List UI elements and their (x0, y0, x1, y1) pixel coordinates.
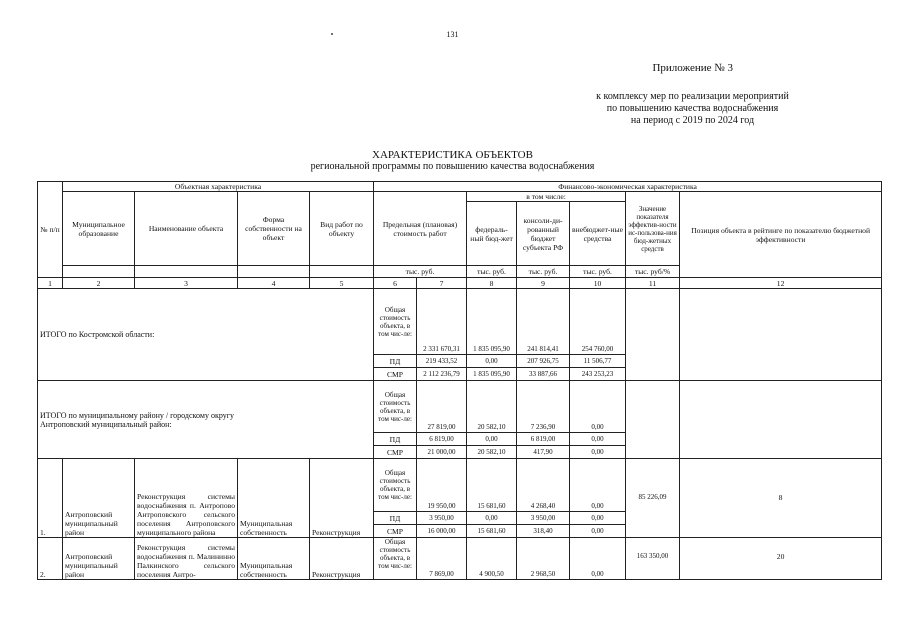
unit-cost: тыс. руб. (374, 266, 467, 278)
row-num: 2. (38, 538, 63, 580)
annex-line: по повышению качества водоснабжения (606, 103, 779, 114)
header-group-finance: Финансово-экономическая характеристика (374, 182, 882, 192)
header-efficiency: Значение показателя эффектив-ности ис-пользова-ния бюд-жетных средств (626, 192, 680, 266)
region-pd-federal: 0,00 (467, 355, 517, 368)
header-work-type: Вид работ по объекту (310, 192, 374, 266)
row-pd-cost: 3 950,00 (417, 512, 467, 525)
row-efficiency: 163 350,00 (626, 538, 680, 580)
col-number: 7 (417, 278, 467, 289)
row-pd-federal: 0,00 (467, 512, 517, 525)
col-number: 4 (238, 278, 310, 289)
row-smr-cost: 16 000,00 (417, 525, 467, 538)
row-total-extra: 0,00 (570, 538, 626, 580)
region-total-cost: 2 331 670,31 (417, 289, 467, 355)
region-pd-cost: 219 433,52 (417, 355, 467, 368)
header-municipality: Муниципальное образование (63, 192, 135, 266)
district-total-label-line: ИТОГО по муниципальному району / городскому округу (40, 410, 235, 420)
row-total-federal: 4 900,50 (467, 538, 517, 580)
header-num: № п/п (38, 182, 63, 278)
row-municipality: Антроповский муниципальный район (63, 538, 135, 580)
unit-efficiency: тыс. руб/% (626, 266, 680, 278)
total-cost-label: Общая стоимость объекта, в том чис-ле: (374, 289, 417, 355)
pd-label: ПД (374, 355, 417, 368)
row-smr-federal: 15 681,60 (467, 525, 517, 538)
smr-label: СМР (374, 525, 417, 538)
scan-speck (331, 33, 333, 35)
region-smr-federal: 1 835 095,90 (467, 368, 517, 381)
total-cost-label: Общая стоимость объекта, в том чис-ле: (374, 459, 417, 512)
row-ownership: Муниципальная собственность (238, 538, 310, 580)
unit-federal: тыс. руб. (467, 266, 517, 278)
header-consolidated: консоли-ди-рованный бюджет субъекта РФ (517, 202, 570, 266)
header-blank (238, 266, 310, 278)
row-total-extra: 0,00 (570, 459, 626, 512)
page-number: 131 (446, 30, 459, 39)
header-name: Наименование объекта (135, 192, 238, 266)
pd-label: ПД (374, 512, 417, 525)
objects-table (37, 181, 882, 580)
row-total-consolidated: 2 968,50 (517, 538, 570, 580)
pd-label: ПД (374, 433, 417, 446)
region-total-position (680, 289, 882, 381)
district-pd-federal: 0,00 (467, 433, 517, 446)
district-total-position (680, 381, 882, 459)
col-number: 1 (38, 278, 63, 289)
row-smr-consolidated: 318,40 (517, 525, 570, 538)
district-total-cost: 27 819,00 (417, 381, 467, 433)
district-smr-consolidated: 417,90 (517, 446, 570, 459)
district-pd-cost: 6 819,00 (417, 433, 467, 446)
region-pd-extra: 11 506,77 (570, 355, 626, 368)
district-total-extra: 0,00 (570, 381, 626, 433)
region-total-efficiency (626, 289, 680, 381)
district-total-consolidated: 7 236,90 (517, 381, 570, 433)
district-total-label (38, 381, 374, 459)
header-position: Позиция объекта в рейтинге по показателю бюджетной эффективности (680, 192, 882, 278)
header-ownership: Форма собственности на объект (238, 192, 310, 266)
total-cost-label: Общая стоимость объекта, в том чис-ле: (374, 381, 417, 433)
col-number: 6 (374, 278, 417, 289)
col-number: 11 (626, 278, 680, 289)
document-title: ХАРАКТЕРИСТИКА ОБЪЕКТОВ (372, 149, 533, 161)
row-pd-consolidated: 3 950,00 (517, 512, 570, 525)
header-blank (63, 266, 135, 278)
col-number: 3 (135, 278, 238, 289)
row-position: 8 (680, 459, 882, 538)
col-number: 12 (680, 278, 882, 289)
region-smr-consolidated: 33 887,66 (517, 368, 570, 381)
district-pd-consolidated: 6 819,00 (517, 433, 570, 446)
region-total-federal: 1 835 095,90 (467, 289, 517, 355)
region-total-label: ИТОГО по Костромской области: (38, 289, 374, 381)
row-ownership: Муниципальная собственность (238, 459, 310, 538)
district-total-federal: 20 582,10 (467, 381, 517, 433)
row-total-federal: 15 681,60 (467, 459, 517, 512)
table-row (38, 538, 882, 580)
annex-line: к комплексу мер по реализации мероприятий (596, 91, 789, 102)
district-total-label-line: Антроповский муниципальный район: (40, 419, 172, 429)
table-row (38, 459, 882, 512)
row-pd-extra: 0,00 (570, 512, 626, 525)
region-total-extra: 254 760,00 (570, 289, 626, 355)
region-total-consolidated: 241 814,41 (517, 289, 570, 355)
row-work-type: Реконструкция (310, 459, 374, 538)
district-pd-extra: 0,00 (570, 433, 626, 446)
row-total-cost: 7 869,00 (417, 538, 467, 580)
row-total-cost: 19 950,00 (417, 459, 467, 512)
document-subtitle: региональной программы по повышению качества водоснабжения (310, 161, 595, 172)
row-total-consolidated: 4 268,40 (517, 459, 570, 512)
region-pd-consolidated: 207 926,75 (517, 355, 570, 368)
region-smr-extra: 243 253,23 (570, 368, 626, 381)
col-number: 10 (570, 278, 626, 289)
header-blank (310, 266, 374, 278)
annex-title: Приложение № 3 (652, 62, 733, 74)
annex-line: на период с 2019 по 2024 год (630, 115, 755, 126)
annex-caption (560, 91, 825, 127)
col-number: 8 (467, 278, 517, 289)
header-extra: внебюджет-ные средства (570, 202, 626, 266)
district-smr-cost: 21 000,00 (417, 446, 467, 459)
row-position: 20 (680, 538, 882, 580)
col-number: 9 (517, 278, 570, 289)
row-object-name: Реконструкция системы водоснабжения п. Малининно Палкинского сельского поселения Антро- (135, 538, 238, 580)
region-total-row (38, 289, 882, 355)
row-smr-extra: 0,00 (570, 525, 626, 538)
row-efficiency: 85 226,09 (626, 459, 680, 538)
header-federal: федераль-ный бюд-жет (467, 202, 517, 266)
row-num: 1. (38, 459, 63, 538)
col-number: 2 (63, 278, 135, 289)
header-including: в том числе: (467, 192, 626, 202)
district-smr-federal: 20 582,10 (467, 446, 517, 459)
district-total-efficiency (626, 381, 680, 459)
smr-label: СМР (374, 368, 417, 381)
unit-extra: тыс. руб. (570, 266, 626, 278)
unit-consolidated: тыс. руб. (517, 266, 570, 278)
col-number: 5 (310, 278, 374, 289)
header-group-object: Объектная характеристика (63, 182, 374, 192)
row-object-name: Реконструкция системы водоснабжения п. Антропово Антроповского сельского поселения Антроповского муниципального района (135, 459, 238, 538)
smr-label: СМР (374, 446, 417, 459)
region-smr-cost: 2 112 236,79 (417, 368, 467, 381)
total-cost-label: Общая стоимость объекта, в том чис-ле: (374, 538, 417, 580)
row-municipality: Антроповский муниципальный район (63, 459, 135, 538)
header-max-cost: Предельная (плановая) стоимость работ (374, 192, 467, 266)
row-work-type: Реконструкция (310, 538, 374, 580)
header-blank (135, 266, 238, 278)
district-smr-extra: 0,00 (570, 446, 626, 459)
district-total-row (38, 381, 882, 433)
